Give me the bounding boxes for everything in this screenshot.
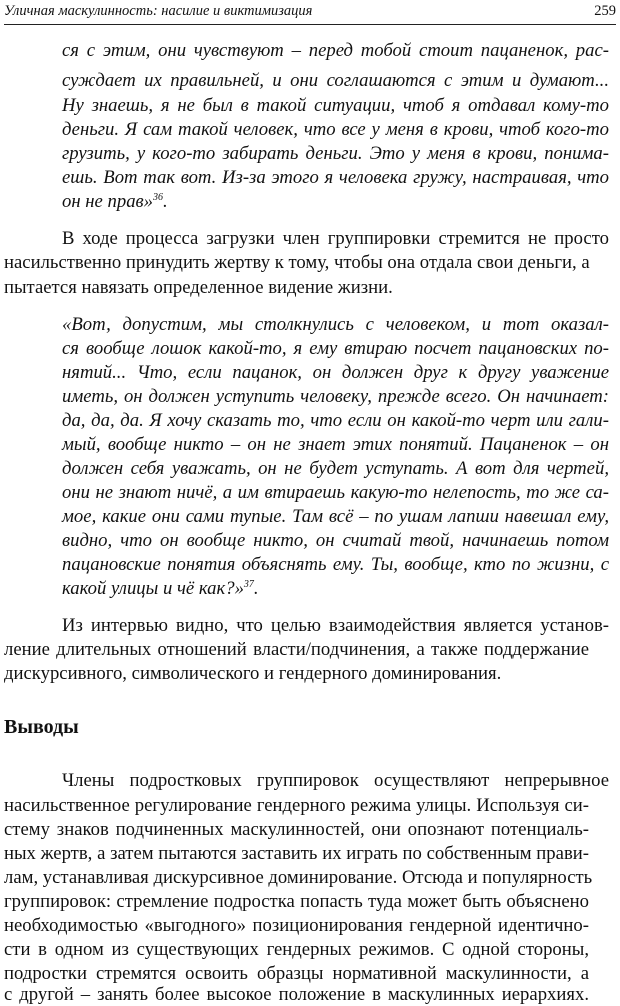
footnote-ref: 37 [243, 578, 254, 590]
paragraph-line: подростки стремятся освоить образцы нормативной маскулинности, а [4, 963, 589, 984]
quote-line: ся с этим, они чувствуют – перед тобой стоит пацаненок, рас- [62, 40, 609, 61]
quote-line: Ну знаешь, я не был в такой ситуации, чтоб я отдавал кому-то [62, 95, 609, 116]
paragraph-line: насильственное регулирование гендерного режима улицы. Используя си- [4, 795, 589, 816]
paragraph-line: дискурсивного, символического и гендерного доминирования. [4, 663, 502, 684]
quote-end-punct: . [253, 578, 259, 599]
paragraph-line: ление длительных отношений власти/подчинения, а также поддержание [4, 639, 589, 660]
running-header-title: Уличная маскулинность: насилие и виктимизация [4, 3, 313, 19]
quote-line: да, да, да. Я хочу сказать то, что если он какой-то черт или гали- [62, 410, 609, 431]
paragraph-line: сти в одном из существующих гендерных режимов. С одной стороны, [4, 939, 589, 960]
quote-line: пацановские понятия объяснять ему. Ты, вообще, кто по жизни, с [62, 554, 609, 575]
quote-line: иметь, он должен уступить человеку, прежде всего. Он начинает: [62, 386, 609, 407]
paragraph-line: Члены подростковых группировок осуществляют непрерывное [62, 770, 609, 791]
quote-line: суждает их правильней, и они соглашаются с этим и думают... [62, 70, 609, 91]
quote-line-last: он не прав»$^{36}$. [62, 191, 168, 212]
paragraph-line: необходимостью «выгодного» позиционирования гендерной идентично- [4, 915, 589, 936]
quote-line: «Вот, допустим, мы столкнулись с человеком, и тот оказал- [62, 314, 609, 335]
paragraph-line: ных жертв, а затем пытаются заставить их играть по собственным прави- [4, 843, 589, 864]
paragraph-line: с другой – занять более высокое положение в маскулинных иерархиях. [4, 984, 589, 1005]
paragraph-line: группировок: стремление подростка попасть туда может быть объяснено [4, 891, 589, 912]
quote-line: ешь. Вот так вот. Из-за этого я человека гружу, настраивая, что [62, 167, 609, 188]
paragraph-line: пытается навязать определенное видение жизни. [4, 277, 393, 298]
quote-line: мое, какие они сами тупые. Там всё – по ушам лапши навешал ему, [62, 506, 609, 527]
quote-line: мый, вообще никто – он не знает этих понятий. Пацаненок – он [62, 434, 609, 455]
quote-line: ся вообще лошок какой-то, я ему втираю посчет пацановских по- [62, 338, 609, 359]
running-header [4, 2, 616, 25]
quote-line-last [62, 580, 259, 599]
paragraph-line: насильственно принудить жертву к тому, чтобы она отдала свои деньги, а [4, 252, 590, 273]
quote-line: видно, что он вообще никто, он считай твой, начинаешь потом [62, 530, 609, 551]
quote-line-text: он не прав» [62, 191, 154, 212]
footnote-ref: 36 [153, 191, 164, 203]
quote-line-text: какой улицы и чё как?» [62, 578, 244, 599]
quote-line: деньги. Я сам такой человек, что все у меня в крови, чтоб кого-то [62, 119, 609, 140]
paragraph-line: стему знаков подчиненных маскулинностей, они опознают потенциаль- [4, 819, 589, 840]
paragraph-line: В ходе процесса загрузки член группировки стремится не просто [62, 228, 609, 249]
section-heading: Выводы [4, 716, 79, 738]
quote-line: нятий... Что, если пацанок, он должен друг к другу уважение [62, 362, 609, 383]
quote-line: грузить, у кого-то забирать деньги. Это у меня в крови, понима- [62, 143, 609, 164]
quote-line: должен себя уважать, он не будет уступать. А вот для чертей, [62, 458, 609, 479]
quote-line: они не знают ничё, а им втираешь какую-то нелепость, то же са- [62, 482, 609, 503]
paragraph-line: лам, устанавливая дискурсивное доминирование. Отсюда и популярность [4, 867, 593, 888]
paragraph-line: Из интервью видно, что целью взаимодействия является установ- [62, 615, 609, 636]
page-number: 259 [594, 3, 616, 19]
